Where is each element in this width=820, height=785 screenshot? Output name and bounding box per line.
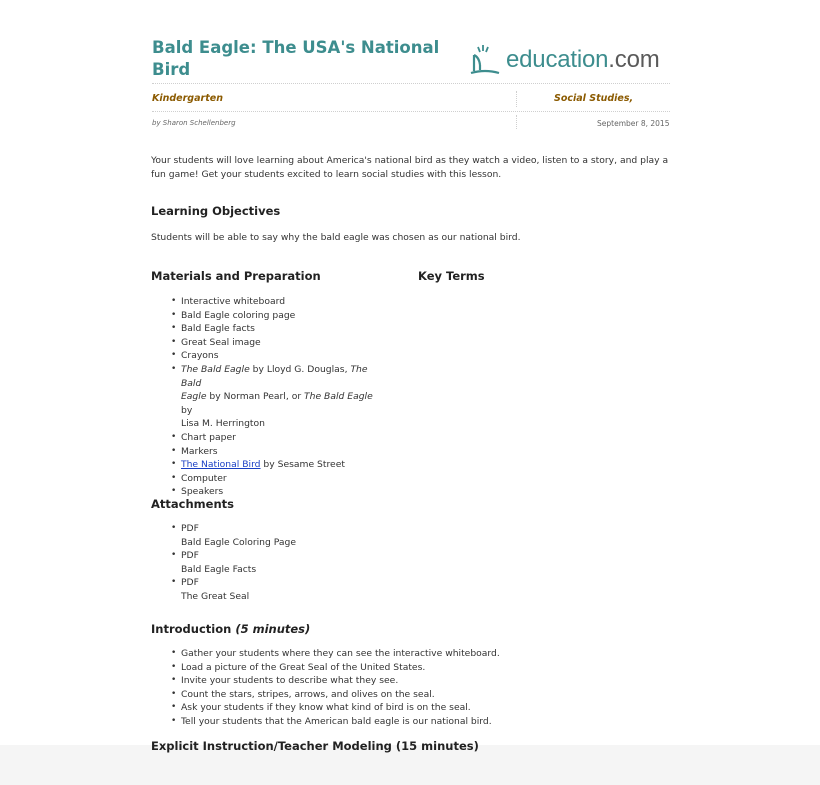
next-section-heading: Explicit Instruction/Teacher Modeling (15 minutes) [151,739,479,753]
subject-label: Social Studies, [554,93,634,104]
attachments-heading: Attachments [151,497,234,511]
attachment-type: • PDF [151,522,451,536]
meta-divider [152,111,670,112]
author-label: by Sharon Schellenberg [152,119,236,127]
list-item: • Chart paper [151,431,381,445]
attachment-type: • PDF [151,576,451,590]
list-item: • Crayons [151,349,381,363]
list-item: • Great Seal image [151,336,381,350]
list-item-video: • The National Bird by Sesame Street [151,458,381,472]
attachment-type: • PDF [151,549,451,563]
meta-separator [516,91,517,107]
materials-list [151,295,381,499]
introduction-heading: Introduction (5 minutes) [151,622,311,636]
page-title: Bald Eagle: The USA's National Bird [152,38,440,79]
list-item-books-cont: Eagle by Norman Pearl, or The Bald Eagle by [181,391,373,416]
list-item-books-cont: Lisa M. Herrington [181,418,265,430]
education-com-logo [468,42,660,78]
book-icon [468,43,502,77]
list-item: • Ask your students if they know what kind of bird is on the seal. [151,701,671,715]
logo-text: education.com [506,46,660,73]
list-item: • Bald Eagle facts [151,322,381,336]
list-item: • Bald Eagle coloring page [151,309,381,323]
introduction-list [151,647,671,729]
learning-objectives-text: Students will be able to say why the bald eagle was chosen as our national bird. [151,232,521,243]
attachments-list [151,522,451,604]
list-item: • Computer [151,472,381,486]
attachment-name[interactable]: Bald Eagle Coloring Page [181,536,296,548]
list-item: • Speakers [151,485,381,499]
list-item: • Count the stars, stripes, arrows, and olives on the seal. [151,688,671,702]
grade-label: Kindergarten [152,93,223,104]
materials-heading: Materials and Preparation [151,269,321,283]
learning-objectives-heading: Learning Objectives [151,204,281,218]
date-label: September 8, 2015 [597,119,670,128]
header-divider [152,83,670,84]
list-item: • Interactive whiteboard [151,295,381,309]
attachment-name[interactable]: Bald Eagle Facts [181,563,257,575]
list-item: • Tell your students that the American bald eagle is our national bird. [151,715,671,729]
attachment-name[interactable]: The Great Seal [181,590,250,602]
meta-separator-2 [516,115,517,129]
list-item: • Markers [151,445,381,459]
list-item: • Invite your students to describe what they see. [151,674,671,688]
key-terms-heading: Key Terms [418,269,485,283]
intro-paragraph: Your students will love learning about America's national bird as they watch a video, listen to a story, and play a fun game! Get your students excited to learn social studies with this lesson. [151,155,669,180]
national-bird-link[interactable]: The National Bird [181,459,261,471]
list-item-books: • The Bald Eagle by Lloyd G. Douglas, The Bald [151,363,381,390]
list-item: • Gather your students where they can see the interactive whiteboard. [151,647,671,661]
list-item: • Load a picture of the Great Seal of the United States. [151,661,671,675]
